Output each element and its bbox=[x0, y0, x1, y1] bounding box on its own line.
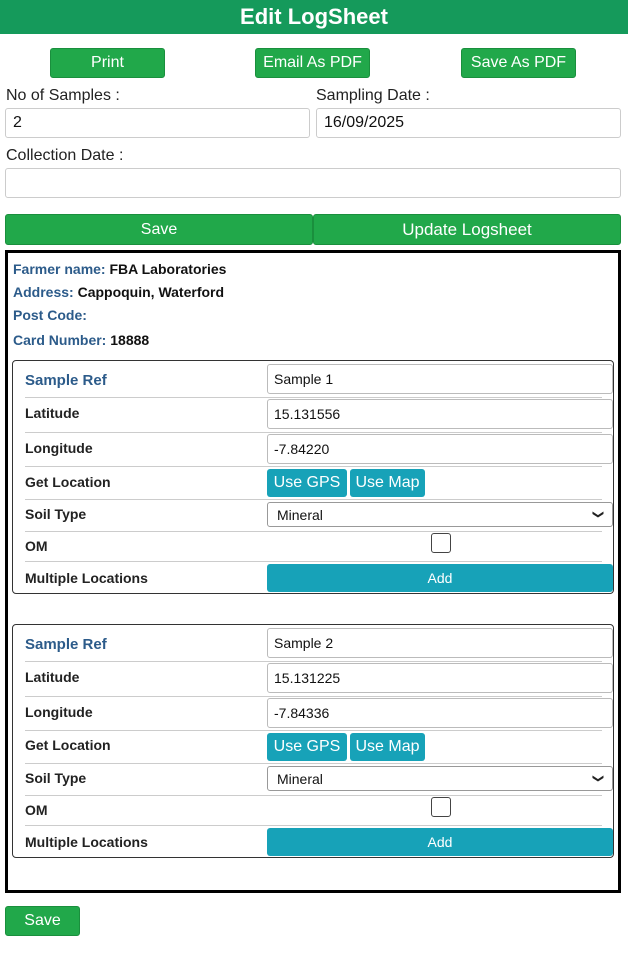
get-location-label: Get Location bbox=[25, 737, 111, 753]
multiple-locations-label: Multiple Locations bbox=[25, 834, 148, 850]
print-button[interactable]: Print bbox=[50, 48, 165, 78]
longitude-label: Longitude bbox=[25, 704, 93, 720]
postcode-label: Post Code: bbox=[13, 307, 87, 323]
use-gps-button[interactable]: Use GPS bbox=[267, 469, 347, 497]
get-location-row bbox=[25, 730, 602, 763]
card-number-label: Card Number: bbox=[13, 332, 107, 348]
sample-card bbox=[12, 360, 614, 594]
sample-ref-label: Sample Ref bbox=[25, 372, 107, 389]
longitude-input[interactable]: -7.84336 bbox=[267, 698, 613, 728]
use-gps-button[interactable]: Use GPS bbox=[267, 733, 347, 761]
longitude-label: Longitude bbox=[25, 440, 93, 456]
address-value: Cappoquin, Waterford bbox=[77, 284, 225, 300]
collection-date-input[interactable] bbox=[5, 168, 621, 198]
get-location-label: Get Location bbox=[25, 474, 111, 490]
collection-date-label: Collection Date : bbox=[6, 147, 124, 164]
soil-type-value: Mineral bbox=[277, 770, 323, 787]
sampling-date-input[interactable]: 16/09/2025 bbox=[316, 108, 621, 138]
get-location-row bbox=[25, 466, 602, 499]
farmer-name-label: Farmer name: bbox=[13, 261, 106, 277]
update-logsheet-button[interactable]: Update Logsheet bbox=[313, 214, 621, 245]
latitude-row bbox=[25, 397, 602, 432]
footer-save-button[interactable]: Save bbox=[5, 906, 80, 936]
save-as-pdf-button[interactable]: Save As PDF bbox=[461, 48, 576, 78]
sampling-date-label: Sampling Date : bbox=[316, 87, 430, 104]
address-line bbox=[13, 284, 224, 300]
card-number-line bbox=[13, 332, 149, 348]
soil-type-select[interactable] bbox=[267, 766, 613, 791]
email-as-pdf-button[interactable]: Email As PDF bbox=[255, 48, 370, 78]
soil-type-select[interactable] bbox=[267, 502, 613, 527]
chevron-down-icon: ❯ bbox=[591, 509, 604, 520]
page-title: Edit LogSheet bbox=[0, 0, 628, 34]
longitude-input[interactable]: -7.84220 bbox=[267, 434, 613, 464]
soil-type-label: Soil Type bbox=[25, 770, 87, 786]
sample-ref-input[interactable]: Sample 2 bbox=[267, 628, 613, 658]
latitude-input[interactable]: 15.131556 bbox=[267, 399, 613, 429]
multiple-locations-label: Multiple Locations bbox=[25, 570, 148, 586]
postcode-line bbox=[13, 307, 87, 323]
sample-ref-input[interactable]: Sample 1 bbox=[267, 364, 613, 394]
sample-card bbox=[12, 624, 614, 858]
add-location-button[interactable]: Add bbox=[267, 828, 613, 856]
latitude-label: Latitude bbox=[25, 669, 80, 685]
latitude-label: Latitude bbox=[25, 405, 80, 421]
chevron-down-icon: ❯ bbox=[591, 773, 604, 784]
use-map-button[interactable]: Use Map bbox=[350, 469, 425, 497]
multiple-locations-row bbox=[25, 561, 602, 593]
address-label: Address: bbox=[13, 284, 74, 300]
sample-ref-row bbox=[25, 627, 602, 661]
soil-type-value: Mineral bbox=[277, 506, 323, 523]
latitude-input[interactable]: 15.131225 bbox=[267, 663, 613, 693]
farmer-name-value: FBA Laboratories bbox=[109, 261, 227, 277]
om-row bbox=[25, 795, 602, 825]
no-of-samples-input[interactable]: 2 bbox=[5, 108, 310, 138]
soil-type-row bbox=[25, 499, 602, 531]
save-button[interactable]: Save bbox=[5, 214, 313, 245]
multiple-locations-row bbox=[25, 825, 602, 857]
sample-ref-row bbox=[25, 363, 602, 397]
longitude-row bbox=[25, 696, 602, 730]
om-row bbox=[25, 531, 602, 561]
logsheet-panel bbox=[5, 250, 621, 893]
soil-type-label: Soil Type bbox=[25, 506, 87, 522]
soil-type-row bbox=[25, 763, 602, 795]
no-of-samples-label: No of Samples : bbox=[6, 87, 120, 104]
add-location-button[interactable]: Add bbox=[267, 564, 613, 592]
sample-ref-label: Sample Ref bbox=[25, 636, 107, 653]
om-checkbox[interactable] bbox=[431, 797, 451, 817]
om-checkbox[interactable] bbox=[431, 533, 451, 553]
farmer-name-line bbox=[13, 261, 226, 277]
latitude-row bbox=[25, 661, 602, 696]
card-number-value: 18888 bbox=[110, 332, 150, 348]
om-label: OM bbox=[25, 802, 48, 818]
om-label: OM bbox=[25, 538, 48, 554]
longitude-row bbox=[25, 432, 602, 466]
use-map-button[interactable]: Use Map bbox=[350, 733, 425, 761]
